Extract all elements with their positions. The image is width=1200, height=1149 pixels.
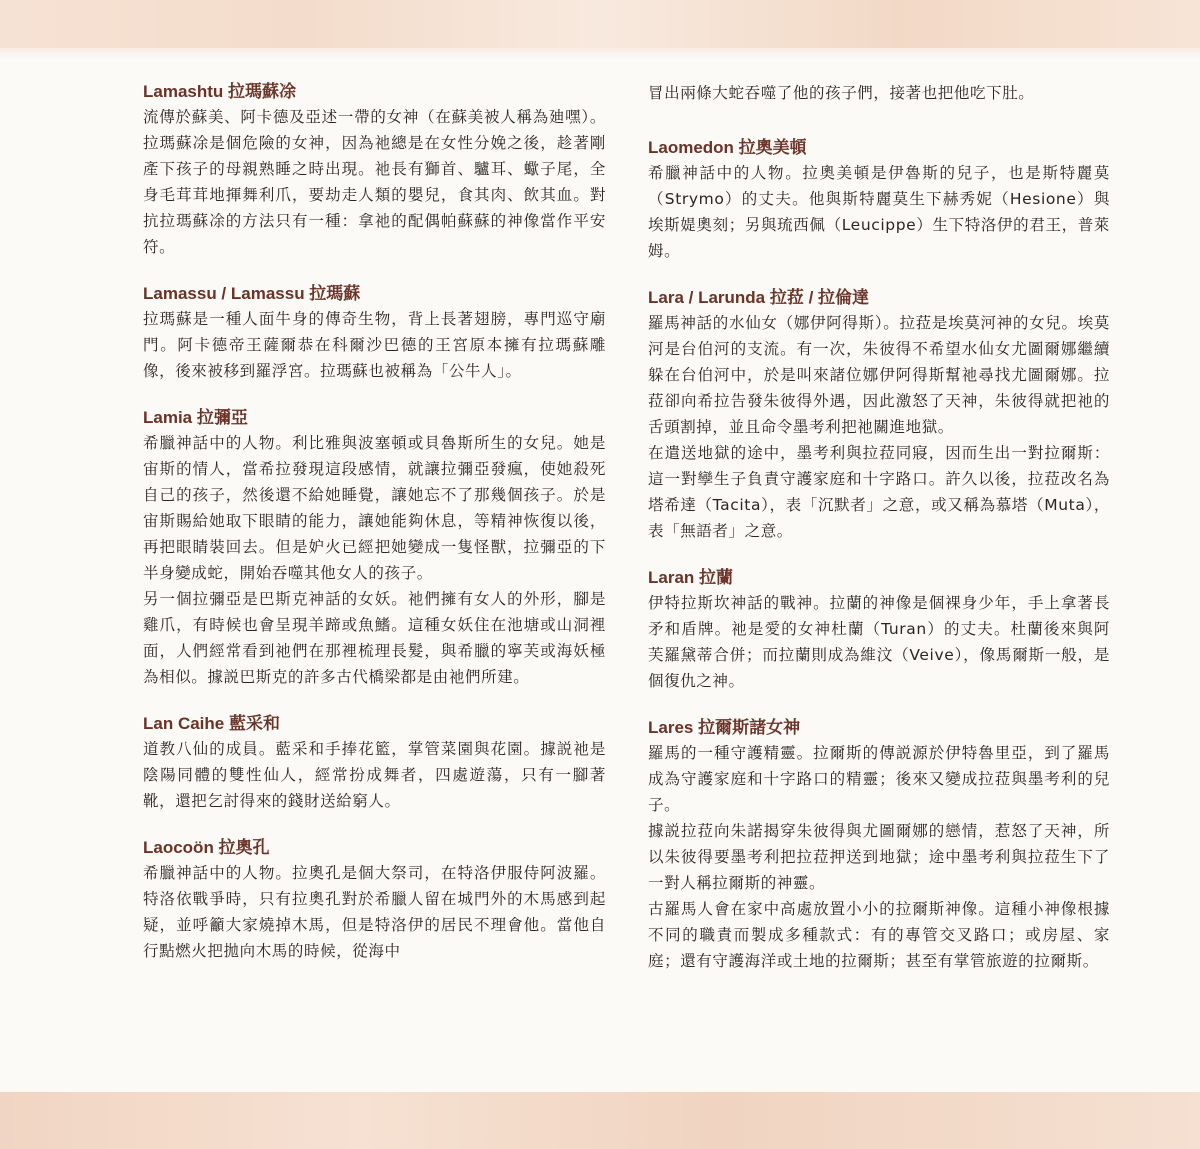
entry-title: Laran 拉蘭 bbox=[648, 568, 734, 587]
entry-laomedon bbox=[648, 136, 1110, 264]
page-top-band bbox=[0, 0, 1200, 48]
entry-text: 古羅馬人會在家中高處放置小小的拉爾斯神像。這種小神像根據不同的職責而製成多種款式：有的專管交叉路口；或房屋、家庭；還有守護海洋或土地的拉爾斯；甚至有掌管旅遊的拉爾斯。 bbox=[648, 900, 1110, 970]
entry-text: 拉瑪蘇是一種人面牛身的傳奇生物，背上長著翅膀，專門巡守廟門。阿卡德帝王薩爾恭在科爾沙巴德的王宮原本擁有拉瑪蘇雕像，後來被移到羅浮宮。拉瑪蘇也被稱為「公牛人」。 bbox=[143, 310, 606, 380]
entry-lan-caihe bbox=[143, 712, 606, 814]
page-bottom-band bbox=[0, 1092, 1200, 1149]
entry-text: 伊特拉斯坎神話的戰神。拉蘭的神像是個裸身少年，手上拿著長矛和盾牌。祂是愛的女神杜蘭（Turan）的丈夫。杜蘭後來與阿芙羅黛蒂合併；而拉蘭則成為維汶（Veive），像馬爾斯一般，是個復仇之神。 bbox=[648, 594, 1110, 690]
entry-text: 道教八仙的成員。藍采和手捧花籃，掌管菜園與花園。據説祂是陰陽同體的雙性仙人，經常扮成舞者，四處遊蕩，只有一腳著靴，還把乞討得來的錢財送給窮人。 bbox=[143, 740, 606, 810]
entry-text: 據説拉菈向朱諾揭穿朱彼得與尤圖爾娜的戀情，惹怒了天神，所以朱彼得要墨考利把拉菈押送到地獄；途中墨考利與拉菈生下了一對人稱拉爾斯的神靈。 bbox=[648, 822, 1110, 892]
entry-title: Laomedon 拉奧美頓 bbox=[648, 138, 807, 157]
entry-title: Lara / Larunda 拉菈 / 拉倫達 bbox=[648, 288, 870, 307]
entry-lamia bbox=[143, 406, 606, 690]
entry-laocoon bbox=[143, 836, 606, 964]
entry-lara bbox=[648, 286, 1110, 544]
entry-title: Lan Caihe 藍采和 bbox=[143, 714, 280, 733]
entry-lamassu bbox=[143, 282, 606, 384]
continued-text: 冒出兩條大蛇吞噬了他的孩子們，接著也把他吃下肚。 bbox=[648, 84, 1035, 102]
entry-title: Lares 拉爾斯諸女神 bbox=[648, 718, 801, 737]
entry-title: Lamashtu 拉瑪蘇凃 bbox=[143, 82, 297, 101]
entry-title: Laocoön 拉奧孔 bbox=[143, 838, 270, 857]
entry-text: 流傳於蘇美、阿卡德及亞述一帶的女神（在蘇美被人稱為廸嘿）。拉瑪蘇凃是個危險的女神，因為祂總是在女性分娩之後，趁著剛產下孩子的母親熟睡之時出現。祂長有獅首、驢耳、蠍子尾，全身毛茸茸地揮舞利爪，要劫走人類的嬰兒，食其肉、飲其血。對抗拉瑪蘇凃的方法只有一種：拿祂的配偶帕蘇蘇的神像當作平安符。 bbox=[143, 108, 606, 256]
entry-lamashtu bbox=[143, 80, 606, 260]
entry-text: 希臘神話中的人物。利比雅與波塞頓或貝魯斯所生的女兒。她是宙斯的情人，當希拉發現這段感情，就讓拉彌亞發瘋，使她殺死自己的孩子，然後還不給她睡覺，讓她忘不了那幾個孩子。於是宙斯賜給她取下眼睛的能力，讓她能夠休息，等精神恢復以後，再把眼睛裝回去。但是妒火已經把她變成一隻怪獸，拉彌亞的下半身變成蛇，開始吞噬其他女人的孩子。 bbox=[143, 434, 606, 582]
entry-text: 另一個拉彌亞是巴斯克神話的女妖。祂們擁有女人的外形，腳是雞爪，有時候也會呈現羊蹄或魚鰭。這種女妖住在池塘或山洞裡面，人們經常看到祂們在那裡梳理長髮，與希臘的寧芙或海妖極為相似。據説巴斯克的許多古代橋梁都是由祂們所建。 bbox=[143, 590, 606, 686]
entry-text: 羅馬的一種守護精靈。拉爾斯的傳説源於伊特魯里亞，到了羅馬成為守護家庭和十字路口的精靈；後來又變成拉菈與墨考利的兒子。 bbox=[648, 744, 1110, 814]
entry-lares bbox=[648, 716, 1110, 974]
entry-title: Lamassu / Lamassu 拉瑪蘇 bbox=[143, 284, 361, 303]
entry-text: 羅馬神話的水仙女（娜伊阿得斯）。拉菈是埃莫河神的女兒。埃莫河是台伯河的支流。有一次，朱彼得不希望水仙女尤圖爾娜繼續躲在台伯河中，於是叫來諸位娜伊阿得斯幫祂尋找尤圖爾娜。拉菈卻向希拉告發朱彼得外遇，因此激怒了天神，朱彼得就把祂的舌頭割掉，並且命令墨考利把祂關進地獄。 bbox=[648, 314, 1110, 436]
entry-title: Lamia 拉彌亞 bbox=[143, 408, 248, 427]
left-column bbox=[143, 80, 606, 986]
entry-text: 在遣送地獄的途中，墨考利與拉菈同寢，因而生出一對拉爾斯：這一對孿生子負責守護家庭和十字路口。許久以後，拉菈改名為塔希達（Tacita），表「沉默者」之意，或又稱為慕塔（Muta），表「無語者」之意。 bbox=[648, 444, 1110, 540]
entry-text: 希臘神話中的人物。拉奧美頓是伊魯斯的兒子，也是斯特麗莫（Strymo）的丈夫。他與斯特麗莫生下赫秀妮（Hesione）與埃斯媞奧刻；另與琉西佩（Leucippe）生下特洛伊的君王，普萊姆。 bbox=[648, 164, 1110, 260]
right-column bbox=[648, 80, 1110, 996]
entry-text: 希臘神話中的人物。拉奧孔是個大祭司，在特洛伊服侍阿波羅。特洛依戰爭時，只有拉奧孔對於希臘人留在城門外的木馬感到起疑，並呼籲大家燒掉木馬，但是特洛伊的居民不理會他。當他自行點燃火把拋向木馬的時候，從海中 bbox=[143, 864, 606, 960]
entry-laran bbox=[648, 566, 1110, 694]
